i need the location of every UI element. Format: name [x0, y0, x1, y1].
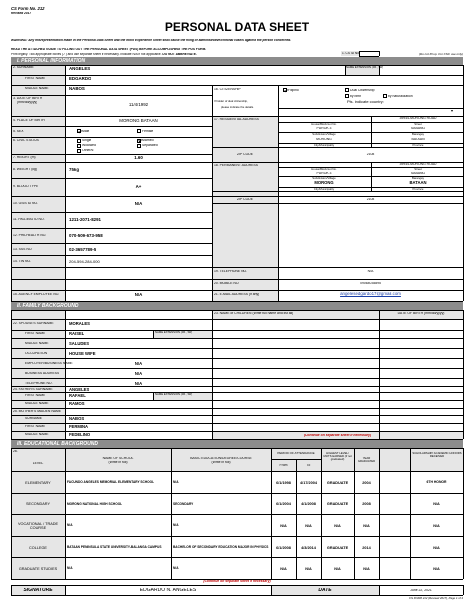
blood-type-value[interactable]: A+	[135, 185, 142, 189]
residential-address-label: 17. RESIDENTIAL ADDRESS	[214, 118, 259, 121]
family-grid-line	[11, 310, 463, 311]
spouse-surname-label: 22. SPOUSE'S SURNAME	[13, 322, 54, 325]
first-name-label: FIRST NAME	[25, 77, 46, 80]
education-course-cell[interactable]: N/A	[173, 523, 179, 528]
education-level-cell: GRADUATE STUDIES	[18, 567, 58, 572]
perm-province-label: Province	[412, 187, 424, 191]
education-highest-cell[interactable]: GRADUATE	[326, 545, 349, 550]
section-educational-background: III. EDUCATIONAL BACKGROUND	[11, 440, 463, 448]
education-school-cell[interactable]: MORONG NATIONAL HIGH SCHOOL	[67, 501, 123, 506]
dual-citizenship-note-2: please indicate the details.	[221, 106, 254, 109]
business-address-value[interactable]: N/A	[134, 372, 143, 376]
permanent-house-value[interactable]: 39944-MORONG ROAD	[399, 163, 437, 166]
female-label: Female	[142, 130, 154, 133]
pds-page	[11, 6, 463, 606]
height-value[interactable]: 1.60	[134, 156, 143, 160]
perm-street-label: Street	[414, 167, 422, 171]
father-first-name-value[interactable]: RAFAEL	[69, 394, 86, 398]
mother-surname-label: SURNAME	[25, 417, 42, 420]
education-row-line	[11, 514, 463, 515]
permanent-zip-label: ZIP CODE	[237, 198, 253, 201]
education-row-line	[11, 536, 463, 537]
form-revised: Revised 2017	[11, 12, 32, 15]
education-to-cell[interactable]: N/A	[305, 567, 312, 572]
family-grid-line	[11, 408, 463, 409]
pagibig-label: 11. PAG-IBIG ID NO.	[13, 218, 45, 221]
education-school-cell[interactable]: N/A	[67, 523, 73, 528]
agency-employee-label: 15. AGENCY EMPLOYEE NO.	[13, 293, 60, 296]
education-year-cell[interactable]: N/A	[363, 567, 370, 572]
from-header: From	[279, 464, 288, 467]
spouse-first-name-label: FIRST NAME	[25, 332, 46, 335]
gsis-value[interactable]: N/A	[134, 202, 143, 206]
family-grid-line	[11, 319, 463, 320]
family-grid-line	[11, 358, 463, 359]
cs-id-note: (Do not fill up. For CSC use only)	[418, 52, 463, 56]
others-checkbox[interactable]	[77, 149, 81, 153]
email-value[interactable]: angelesedgardo17@gmail.com	[340, 292, 401, 296]
mother-surname-value[interactable]: NABOS	[69, 417, 85, 421]
sss-label: 13. SSS NO.	[13, 248, 33, 251]
father-middle-name-label: MIDDLE NAME	[25, 402, 49, 405]
by-naturalization-label: by naturalization	[388, 94, 413, 98]
country-dropdown-icon[interactable]: ▾	[451, 109, 454, 113]
period-header: PERIOD OF ATTENDANCE	[277, 452, 315, 455]
cs-id-label: 1. CS ID No.	[342, 52, 360, 55]
citizenship-label: 16. CITIZENSHIP	[214, 88, 241, 91]
education-year-cell[interactable]: 2008	[362, 502, 371, 507]
family-grid-line	[11, 368, 463, 369]
filipino-checkbox[interactable]	[283, 88, 287, 92]
sex-label: 5. SEX	[13, 130, 24, 133]
indicate-country-label: Pls. indicate country:	[347, 100, 384, 104]
children-continue-note: (Continue on separate sheet if necessary)	[303, 434, 372, 437]
father-middle-name-value[interactable]: RAMOS	[69, 402, 85, 406]
spouse-telephone-label: TELEPHONE NO.	[25, 382, 53, 385]
guide-text: READ THE ATTACHED GUIDE TO FILLING OUT THE PERSONAL DATA SHEET (PDS) BEFORE ACCOMPLISHING THE PDS FORM.	[11, 48, 207, 51]
residential-city-value[interactable]: MORONG	[316, 138, 332, 141]
middle-name-value[interactable]: NABOS	[69, 87, 85, 91]
weight-value[interactable]: 75kg	[69, 168, 80, 172]
male-label: Male	[82, 130, 90, 133]
education-to-cell[interactable]: 4/17/2004	[300, 480, 317, 485]
residential-province-value[interactable]: BATAAN	[411, 138, 425, 141]
mobile-label: 20. MOBILE NO.	[214, 282, 240, 285]
date-of-birth-value[interactable]: 11/4/1992	[128, 103, 149, 107]
section-personal-information: I. PERSONAL INFORMATION	[11, 57, 463, 65]
name-extension-label: NAME EXTENSION (JR., SR)	[346, 66, 384, 69]
surname-value[interactable]: ANGELES	[69, 67, 91, 71]
by-birth-checkbox[interactable]	[345, 94, 349, 98]
school-subheader: (Write in full)	[108, 461, 128, 464]
family-grid-line	[11, 338, 463, 339]
date-value[interactable]: June 22, 2021	[410, 588, 432, 592]
education-honors-cell[interactable]: N/A	[433, 567, 440, 572]
print-note: Print legibly. Tick appropriate boxes (✓) and use separate sheet if necessary. Indicate N/A if not applicable. DO NOT ABBREVIATE.	[11, 52, 197, 56]
date-of-birth-format: (mm/dd/yyyy)	[17, 101, 38, 104]
education-course-cell[interactable]: N/A	[173, 480, 179, 485]
education-highest-cell[interactable]: N/A	[334, 567, 341, 572]
education-to-cell[interactable]: N/A	[305, 523, 312, 528]
perm-city-label: City/Municipality	[313, 187, 335, 191]
philhealth-label: 12. PHILHEALTH NO.	[13, 234, 47, 237]
education-highest-cell[interactable]: GRADUATE	[326, 502, 349, 507]
signature-value[interactable]: EDGARDO N. ANGELES	[139, 588, 197, 593]
city-label: City/Municipality	[313, 143, 335, 147]
education-year-cell[interactable]: N/A	[363, 523, 370, 528]
widowed-checkbox[interactable]	[77, 144, 81, 148]
philhealth-value[interactable]: 070-509-673-958	[69, 234, 103, 238]
mobile-value[interactable]: 09064035895	[360, 282, 381, 285]
business-address-label: BUSINESS ADDRESS	[25, 372, 60, 375]
education-item-number: 26.	[13, 450, 18, 453]
married-checkbox[interactable]	[137, 139, 141, 143]
signature-label: SIGNATURE	[23, 588, 53, 593]
education-to-cell[interactable]: 4/3/2014	[301, 545, 316, 550]
education-course-cell[interactable]: SECONDARY	[173, 501, 194, 506]
separated-checkbox[interactable]	[137, 144, 141, 148]
education-continue-note: (Continue on separate sheet if necessary)	[203, 580, 271, 583]
dual-citizenship-note: If holder of dual citizenship,	[214, 100, 248, 103]
dual-citizenship-label: Dual Citizenship	[350, 88, 375, 92]
family-grid-line	[11, 431, 463, 432]
father-surname-label: 24. FATHER'S SURNAME	[13, 388, 53, 391]
children-label: 23. NAME of CHILDREN (Write full name and list all)	[214, 312, 294, 315]
blood-type-label: 9. BLOOD TYPE	[13, 185, 39, 188]
residential-village-value[interactable]: SABANG	[410, 127, 426, 130]
employer-value[interactable]: N/A	[134, 362, 143, 366]
residential-street-value[interactable]: PUROK 3	[316, 127, 332, 130]
height-label: 7. HEIGHT (m)	[13, 156, 36, 159]
permanent-address-label: 18. PERMANENT ADDRESS	[214, 164, 259, 167]
education-from-cell[interactable]: N/A	[280, 523, 287, 528]
email-label: 21. E-MAIL ADDRESS (if any)	[214, 293, 260, 296]
by-naturalization-checkbox[interactable]	[383, 94, 387, 98]
level-header: LEVEL	[32, 462, 44, 465]
civil-status-label: 6. CIVIL STATUS	[13, 139, 39, 142]
female-checkbox[interactable]	[137, 129, 141, 133]
tin-label: 14. TIN NO.	[13, 260, 32, 263]
first-name-value[interactable]: EDGARDO	[69, 77, 92, 81]
single-label: Single	[82, 139, 92, 142]
spouse-surname-value[interactable]: MORALES	[69, 322, 90, 326]
to-header: To	[306, 464, 311, 467]
telephone-value[interactable]: N/A	[367, 270, 374, 273]
education-school-cell[interactable]: N/A	[67, 566, 73, 571]
spouse-middle-name-value[interactable]: SALUDES	[69, 342, 90, 346]
family-grid-line	[11, 348, 463, 349]
father-first-name-label: FIRST NAME	[25, 394, 46, 397]
education-school-cell[interactable]: BATAAN PENINSULA STATE UNIVERSITY-BALANGA CAMPUS	[67, 544, 162, 549]
warning-text: WARNING: Any misrepresentation made in the Personal Data Sheet and the Work Experience Sheet shall cause the filing of administrative/criminal case/s against the person concerned.	[11, 39, 292, 42]
education-highest-cell[interactable]: N/A	[334, 523, 341, 528]
education-honors-cell[interactable]: N/A	[433, 523, 440, 528]
residential-zip-label: ZIP CODE	[237, 153, 253, 156]
education-from-cell[interactable]: 6/1/2008	[276, 545, 291, 550]
permanent-zip-value[interactable]: 2108	[366, 198, 375, 201]
course-subheader: (Write in full)	[211, 461, 231, 464]
honors-header: SCHOLARSHIP/ ACADEMIC HONORS RECEIVED	[412, 452, 462, 459]
education-honors-cell[interactable]: N/A	[433, 545, 440, 550]
perm-subdivision-label: Subdivision/Village	[312, 176, 336, 180]
weight-label: 8. WEIGHT (kg)	[13, 168, 38, 171]
mother-maiden-name-label: 25. MOTHER'S MAIDEN NAME	[13, 410, 62, 413]
course-header: BASIC EDUCATION/DEGREE/COURSE	[190, 457, 252, 460]
dual-citizenship-checkbox[interactable]	[345, 88, 349, 92]
place-of-birth-label: 4. PLACE OF BIRTH	[13, 119, 45, 122]
education-year-cell[interactable]: 2014	[362, 545, 371, 550]
year-graduated-header: YEAR GRADUATED	[357, 457, 376, 464]
surname-label: 2. SURNAME	[13, 66, 34, 69]
page-footer: CS FORM 212 (Revised 2017), Page 1 of 4	[409, 597, 463, 600]
married-label: Married	[142, 139, 154, 142]
education-from-cell[interactable]: 6/1/1998	[276, 480, 291, 485]
family-grid-line	[11, 400, 463, 401]
highest-level-header: HIGHEST LEVEL/ UNITS EARNED (if not graduated)	[323, 452, 352, 462]
education-school-cell[interactable]: FACUNDO ANGELES MEMORIAL ELEMENTARY SCHOOL	[67, 480, 155, 485]
residential-zip-value[interactable]: 2108	[366, 153, 375, 156]
education-level-cell: VOCATIONAL / TRADE COURSE	[17, 521, 58, 530]
permanent-province-value[interactable]: BATAAN	[409, 181, 427, 185]
agency-employee-value[interactable]: N/A	[134, 293, 143, 297]
education-row-line	[11, 557, 463, 558]
male-checkbox[interactable]	[77, 129, 81, 133]
spouse-first-name-value[interactable]: RAISEL	[69, 332, 85, 336]
father-name-extension-label: NAME EXTENSION (JR., SR)	[155, 393, 193, 396]
filipino-label: Filipino	[288, 88, 299, 92]
education-year-cell[interactable]: 2004	[362, 480, 371, 485]
perm-house-label: House/Block/Lot No.	[311, 167, 337, 171]
education-honors-cell[interactable]: N/A	[433, 502, 440, 507]
father-surname-value[interactable]: ANGELES	[69, 388, 90, 392]
telephone-label: 19. TELEPHONE NO.	[214, 270, 248, 273]
education-from-cell[interactable]: N/A	[280, 567, 287, 572]
mother-middle-name-label: MIDDLE NAME	[25, 433, 49, 436]
family-grid-line	[11, 423, 463, 424]
children-dob-label: DATE OF BIRTH (mm/dd/yyyy)	[397, 312, 445, 315]
permanent-city-value[interactable]: MORONG	[314, 181, 334, 185]
place-of-birth-value[interactable]: MORONG BATAAN	[119, 119, 158, 123]
spouse-telephone-value[interactable]: N/A	[134, 382, 143, 386]
barangay-label: Barangay	[412, 132, 424, 136]
permanent-street-value[interactable]: PUROK 3	[316, 171, 332, 175]
date-of-birth-label: 3. DATE OF BIRTH	[13, 97, 43, 100]
permanent-village-value[interactable]: SABANG	[410, 171, 426, 175]
date-label: DATE	[318, 588, 332, 593]
occupation-label: OCCUPATION	[25, 352, 48, 355]
pagibig-value[interactable]: 1211-2071-8291	[69, 218, 101, 222]
education-level-cell: SECONDARY	[26, 502, 50, 507]
residential-house-value[interactable]: 39944-MORONG ROAD	[399, 117, 437, 120]
spouse-name-extension-label: NAME EXTENSION (JR., SR)	[155, 331, 193, 334]
by-birth-label: by birth	[350, 94, 362, 98]
province-label: Province	[412, 143, 424, 147]
gsis-label: 10. GSIS ID NO.	[13, 202, 39, 205]
education-from-cell[interactable]: 6/1/2004	[276, 502, 291, 507]
family-grid-line	[11, 378, 463, 379]
section-family-background: II. FAMILY BACKGROUND	[11, 302, 463, 310]
school-header: NAME OF SCHOOL	[102, 457, 134, 460]
education-honors-cell[interactable]: 6TH HONOR	[426, 479, 447, 484]
education-highest-cell[interactable]: GRADUATE	[326, 480, 349, 485]
mother-first-name-value[interactable]: FERMINA	[69, 425, 89, 429]
street-label: Street	[414, 122, 422, 126]
mother-middle-name-value[interactable]: FEDELINO	[69, 433, 91, 437]
subdivision-label: Subdivision/Village	[312, 132, 336, 136]
widowed-label: Widowed	[82, 144, 96, 147]
sss-value[interactable]: 02-3657789-5	[69, 248, 97, 252]
education-to-cell[interactable]: 4/1/2008	[301, 502, 316, 507]
education-course-cell[interactable]: N/A	[173, 566, 179, 571]
house-label: House/Block/Lot No.	[311, 122, 337, 126]
form-title: PERSONAL DATA SHEET	[164, 21, 310, 33]
education-row-line	[11, 493, 463, 494]
spouse-middle-name-label: MIDDLE NAME	[25, 342, 49, 345]
education-level-cell: ELEMENTARY	[25, 480, 51, 485]
employer-label: EMPLOYER/BUSINESS NAME	[25, 362, 73, 365]
separated-label: Separated	[142, 144, 158, 147]
family-grid-line	[11, 330, 463, 331]
education-level-cell: COLLEGE	[29, 545, 47, 550]
perm-barangay-label: Barangay	[412, 176, 424, 180]
form-number: CS Form No. 212	[11, 7, 45, 11]
single-checkbox[interactable]	[77, 139, 81, 143]
family-grid-line	[11, 415, 463, 416]
occupation-value[interactable]: HOUSE WIFE	[69, 352, 96, 356]
middle-name-label: MIDDLE NAME	[25, 87, 49, 90]
others-label: Other/s:	[82, 149, 95, 152]
mother-first-name-label: FIRST NAME	[25, 425, 46, 428]
education-course-cell[interactable]: BACHELOR OF SECONDARY EDUCATION MAJOR IN PHYSICS	[173, 544, 269, 549]
tin-value[interactable]: 204-594-284-000	[69, 260, 100, 264]
